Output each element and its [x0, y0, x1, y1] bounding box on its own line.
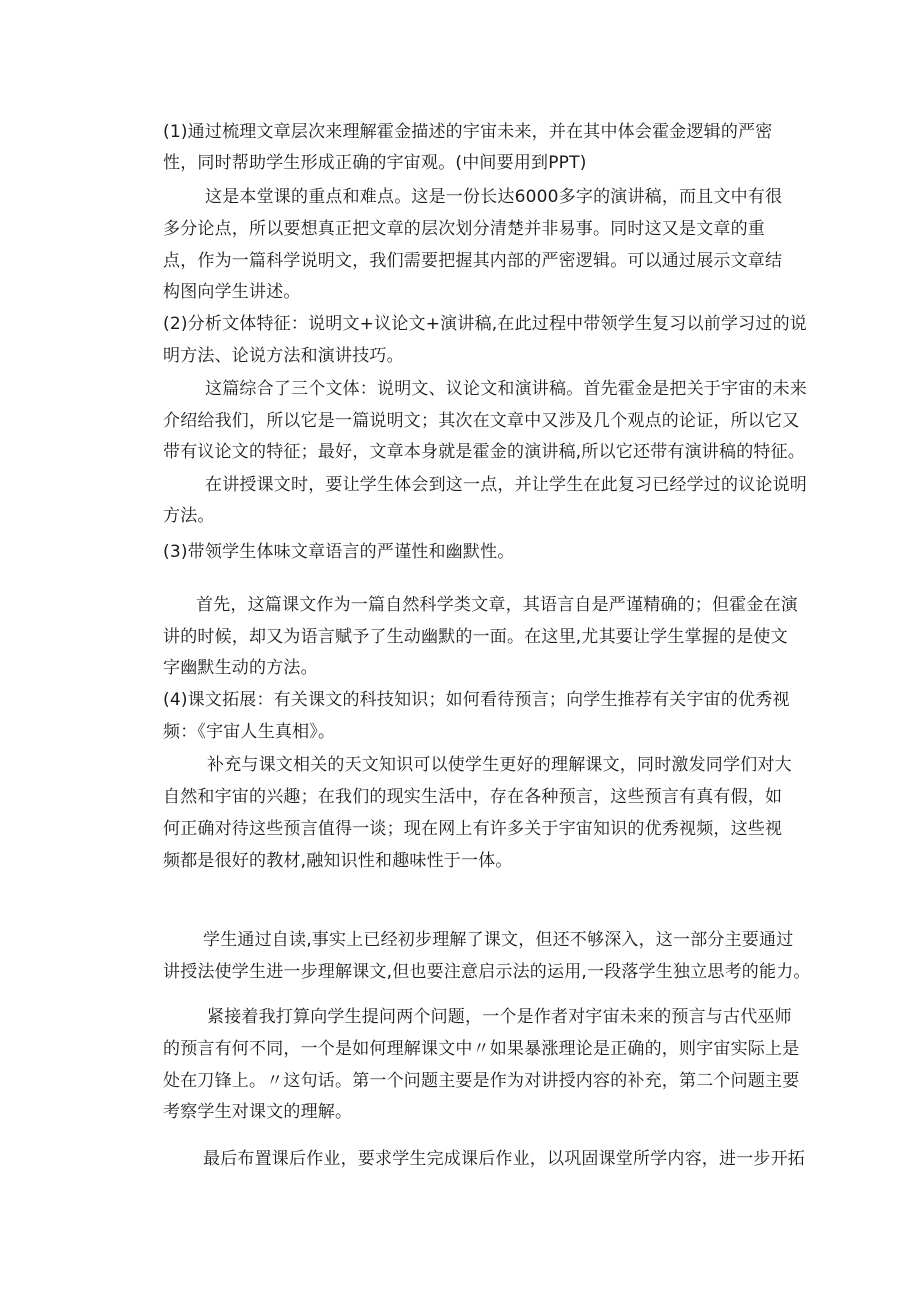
text-line: 讲的时候，却又为语言赋予了生动幽默的一面。在这里,尤其要让学生掌握的是使文	[163, 627, 788, 647]
text-line: 讲授法使学生进一步理解课文,但也要注意启示法的运用,一段落学生独立思考的能力。	[163, 962, 811, 982]
text-line: 带有议论文的特征；最好，文章本身就是霍金的演讲稿,所以它还带有演讲稿的特征。	[163, 442, 806, 462]
text-line: 最后布置课后作业，要求学生完成课后作业，以巩固课堂所学内容，进一步开拓	[203, 1149, 805, 1169]
text-line: 的预言有何不同，一个是如何理解课文中〃如果暴涨理论是正确的，则宇宙实际上是	[163, 1039, 800, 1059]
text-line: 明方法、论说方法和演讲技巧。	[163, 346, 404, 366]
text-line: 这篇综合了三个文体：说明文、议论文和演讲稿。首先霍金是把关于宇宙的未来	[205, 379, 807, 399]
section-heading: (3)带领学生体味文章语言的严谨性和幽默性。	[163, 542, 515, 562]
text-line: 考察学生对课文的理解。	[163, 1102, 353, 1122]
text-line: 这是本堂课的重点和难点。这是一份长达6000多字的演讲稿，而且文中有很	[205, 187, 783, 207]
text-line: 方法。	[163, 506, 215, 526]
text-line: 学生通过自读,事实上已经初步理解了课文，但还不够深入，这一部分主要通过	[203, 930, 794, 950]
text-line: 性，同时帮助学生形成正确的宇宙观。(中间要用到PPT)	[163, 153, 587, 173]
text-line: 补充与课文相关的天文知识可以使学生更好的理解课文，同时激发同学们对大	[207, 755, 792, 775]
text-line: 首先，这篇课文作为一篇自然科学类文章，其语言自是严谨精确的；但霍金在演	[196, 595, 798, 615]
text-line: 介绍给我们，所以它是一篇说明文；其次在文章中又涉及几个观点的论证，所以它又	[163, 411, 800, 431]
text-line: 字幽默生动的方法。	[163, 658, 318, 678]
text-line: 紧接着我打算向学生提问两个问题，一个是作者对宇宙未来的预言与古代巫师	[207, 1007, 792, 1027]
text-line: 构图向学生讲述。	[163, 282, 301, 302]
text-line: 频：《宇宙人生真相》。	[163, 722, 336, 742]
text-line: 频都是很好的教材,融知识性和趣味性于一体。	[163, 851, 513, 871]
text-line: 点，作为一篇科学说明文，我们需要把握其内部的严密逻辑。可以通过展示文章结	[163, 251, 783, 271]
text-line: 自然和宇宙的兴趣；在我们的现实生活中，存在各种预言，这些预言有真有假，如	[163, 787, 783, 807]
section-heading: (4)课文拓展：有关课文的科技知识；如何看待预言；向学生推荐有关宇宙的优秀视	[163, 690, 790, 710]
text-line: (1)通过梳理文章层次来理解霍金描述的宇宙未来，并在其中体会霍金逻辑的严密	[163, 122, 773, 142]
text-line: 在讲授课文时，要让学生体会到这一点，并让学生在此复习已经学过的议论说明	[205, 475, 807, 495]
text-line: 多分论点，所以要想真正把文章的层次划分清楚并非易事。同时这又是文章的重	[163, 219, 765, 239]
text-line: 处在刀锋上。〃这句话。第一个问题主要是作为对讲授内容的补充，第二个问题主要	[163, 1071, 800, 1091]
section-heading: (2)分析文体特征：说明文+议论文+演讲稿,在此过程中带领学生复习以前学习过的说	[163, 314, 807, 334]
text-line: 何正确对待这些预言值得一谈；现在网上有许多关于宇宙知识的优秀视频，这些视	[163, 819, 783, 839]
